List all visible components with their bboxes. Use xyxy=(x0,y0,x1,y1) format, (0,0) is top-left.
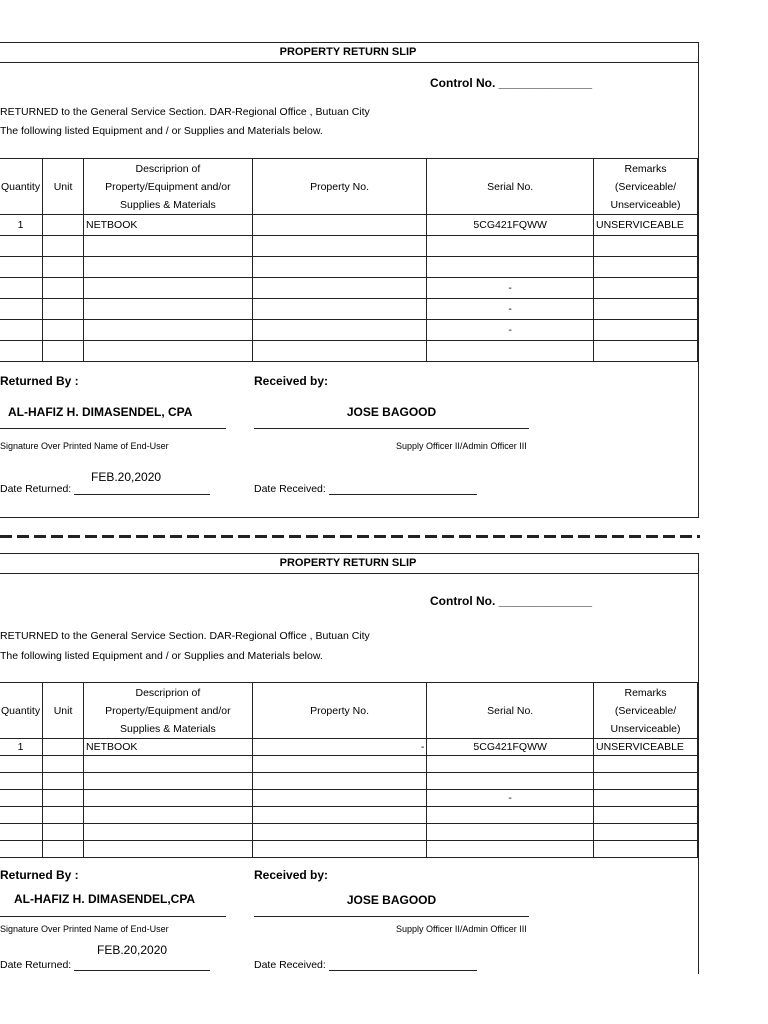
cell-quantity xyxy=(0,756,43,773)
table-row xyxy=(0,824,698,841)
cell-serial-no xyxy=(427,773,594,790)
cell-quantity: 1 xyxy=(0,739,43,756)
cell-remarks xyxy=(594,320,698,341)
cell-serial-no xyxy=(427,257,594,278)
cell-remarks xyxy=(594,278,698,299)
table-row xyxy=(0,257,698,278)
table-row xyxy=(0,278,698,299)
cell-property-no xyxy=(252,341,427,362)
cell-serial-no: - xyxy=(427,320,594,341)
slip-title: PROPERTY RETURN SLIP xyxy=(279,557,417,569)
cell-unit xyxy=(43,773,84,790)
cell-property-no xyxy=(252,790,427,807)
date-returned-value: FEB.20,2020 xyxy=(91,470,162,484)
col-property-no-header: Property No. xyxy=(252,683,427,739)
returned-by-label: Returned By : xyxy=(0,868,79,882)
cell-remarks xyxy=(594,773,698,790)
cell-quantity xyxy=(0,299,43,320)
cell-serial-no xyxy=(427,236,594,257)
received-by-signature-line xyxy=(254,916,529,917)
received-by-caption: Supply Officer II/Admin Officer III xyxy=(396,441,527,451)
col-unit-header: Unit xyxy=(43,683,84,739)
col-quantity-header: Quantity xyxy=(0,683,43,739)
table-row xyxy=(0,215,698,236)
returned-by-caption: Signature Over Printed Name of End-User xyxy=(0,924,169,934)
table-row xyxy=(0,773,698,790)
cell-serial-no xyxy=(427,807,594,824)
cell-serial-no xyxy=(427,756,594,773)
cell-quantity xyxy=(0,278,43,299)
cell-property-no xyxy=(252,773,427,790)
cell-unit xyxy=(43,756,84,773)
cell-remarks: UNSERVICEABLE xyxy=(594,215,698,236)
table-row xyxy=(0,236,698,257)
cell-quantity xyxy=(0,824,43,841)
table-header-row xyxy=(0,159,698,215)
table-row xyxy=(0,320,698,341)
cell-unit xyxy=(43,824,84,841)
cell-description xyxy=(84,841,253,858)
returned-by-label: Returned By : xyxy=(0,374,79,388)
col-remarks-header: Remarks (Serviceable/ Unserviceable) xyxy=(594,683,698,739)
returned-statement: RETURNED to the General Service Section. DAR-Regional Office , Butuan City xyxy=(0,630,370,642)
cell-description: NETBOOK xyxy=(84,215,253,236)
cell-serial-no: 5CG421FQWW xyxy=(427,739,594,756)
cell-serial-no xyxy=(427,341,594,362)
cell-description xyxy=(84,824,253,841)
cell-quantity xyxy=(0,320,43,341)
received-by-name: JOSE BAGOOD xyxy=(346,893,437,907)
table-row xyxy=(0,841,698,858)
cell-description xyxy=(84,807,253,824)
property-return-slip-1 xyxy=(0,42,699,518)
table-row xyxy=(0,299,698,320)
col-serial-no-header: Serial No. xyxy=(427,159,594,215)
cell-property-no xyxy=(252,236,427,257)
listed-items-statement: The following listed Equipment and / or Supplies and Materials below. xyxy=(0,650,323,662)
col-quantity-header: Quantity xyxy=(0,159,43,215)
cell-description: NETBOOK xyxy=(84,739,253,756)
cell-unit xyxy=(43,299,84,320)
cell-unit xyxy=(43,236,84,257)
cell-quantity xyxy=(0,341,43,362)
cell-description xyxy=(84,341,253,362)
cell-remarks xyxy=(594,756,698,773)
cell-property-no xyxy=(252,299,427,320)
cut-line xyxy=(0,535,700,538)
cell-property-no xyxy=(252,278,427,299)
date-returned-value: FEB.20,2020 xyxy=(97,943,168,957)
cell-serial-no xyxy=(427,841,594,858)
date-received-field: Date Received: xyxy=(254,483,477,495)
date-returned-field: Date Returned: xyxy=(0,959,210,971)
table-row xyxy=(0,790,698,807)
cell-remarks xyxy=(594,790,698,807)
cell-quantity xyxy=(0,841,43,858)
received-by-label: Received by: xyxy=(254,374,329,388)
cell-quantity: 1 xyxy=(0,215,43,236)
cell-description xyxy=(84,756,253,773)
cell-remarks xyxy=(594,841,698,858)
control-number-label: Control No. ______________ xyxy=(430,594,593,608)
cell-serial-no: - xyxy=(427,790,594,807)
col-unit-header: Unit xyxy=(43,159,84,215)
cell-property-no: - xyxy=(252,739,427,756)
cell-description xyxy=(84,320,253,341)
received-by-caption: Supply Officer II/Admin Officer III xyxy=(396,924,527,934)
date-returned-field: Date Returned: xyxy=(0,483,210,495)
returned-by-signature-line xyxy=(0,916,226,917)
date-received-field: Date Received: xyxy=(254,959,477,971)
cell-unit xyxy=(43,841,84,858)
cell-quantity xyxy=(0,257,43,278)
cell-description xyxy=(84,236,253,257)
cell-description xyxy=(84,790,253,807)
received-by-signature-line xyxy=(254,428,529,429)
cell-serial-no xyxy=(427,824,594,841)
listed-items-statement: The following listed Equipment and / or Supplies and Materials below. xyxy=(0,125,323,137)
cell-unit xyxy=(43,257,84,278)
returned-by-signature-line xyxy=(0,428,226,429)
returned-by-caption: Signature Over Printed Name of End-User xyxy=(0,441,169,451)
cell-property-no xyxy=(252,841,427,858)
cell-unit xyxy=(43,790,84,807)
cell-serial-no: - xyxy=(427,278,594,299)
cell-quantity xyxy=(0,773,43,790)
cell-property-no xyxy=(252,257,427,278)
cell-unit xyxy=(43,807,84,824)
property-return-slip-2 xyxy=(0,553,699,974)
returned-by-name: AL-HAFIZ H. DIMASENDEL,CPA xyxy=(14,892,196,906)
cell-description xyxy=(84,773,253,790)
returned-by-name: AL-HAFIZ H. DIMASENDEL, CPA xyxy=(8,405,193,419)
table-row xyxy=(0,807,698,824)
cell-remarks xyxy=(594,807,698,824)
table-row xyxy=(0,341,698,362)
cell-serial-no: - xyxy=(427,299,594,320)
cell-remarks xyxy=(594,299,698,320)
returned-statement: RETURNED to the General Service Section. DAR-Regional Office , Butuan City xyxy=(0,106,370,118)
cell-unit xyxy=(43,739,84,756)
cell-property-no xyxy=(252,756,427,773)
received-by-name: JOSE BAGOOD xyxy=(346,405,437,419)
slip-title: PROPERTY RETURN SLIP xyxy=(279,46,417,58)
cell-property-no xyxy=(252,807,427,824)
cell-unit xyxy=(43,215,84,236)
received-by-label: Received by: xyxy=(254,868,329,882)
cell-quantity xyxy=(0,236,43,257)
col-description-header: Descriprion of Property/Equipment and/or Supplies & Materials xyxy=(84,683,253,739)
cell-remarks xyxy=(594,257,698,278)
items-table xyxy=(0,682,698,858)
cell-unit xyxy=(43,320,84,341)
cell-description xyxy=(84,278,253,299)
col-description-header: Descriprion of Property/Equipment and/or Supplies & Materials xyxy=(84,159,253,215)
cell-remarks: UNSERVICEABLE xyxy=(594,739,698,756)
control-number-label: Control No. ______________ xyxy=(430,76,593,90)
cell-property-no xyxy=(252,824,427,841)
cell-quantity xyxy=(0,790,43,807)
col-serial-no-header: Serial No. xyxy=(427,683,594,739)
table-row xyxy=(0,756,698,773)
cell-description xyxy=(84,299,253,320)
cell-serial-no: 5CG421FQWW xyxy=(427,215,594,236)
cell-description xyxy=(84,257,253,278)
cell-remarks xyxy=(594,236,698,257)
cell-property-no xyxy=(252,320,427,341)
col-property-no-header: Property No. xyxy=(252,159,427,215)
col-remarks-header: Remarks (Serviceable/ Unserviceable) xyxy=(594,159,698,215)
cell-quantity xyxy=(0,807,43,824)
items-table xyxy=(0,158,698,362)
table-header-row xyxy=(0,683,698,739)
cell-unit xyxy=(43,278,84,299)
cell-remarks xyxy=(594,341,698,362)
cell-remarks xyxy=(594,824,698,841)
cell-unit xyxy=(43,341,84,362)
table-row xyxy=(0,739,698,756)
cell-property-no xyxy=(252,215,427,236)
